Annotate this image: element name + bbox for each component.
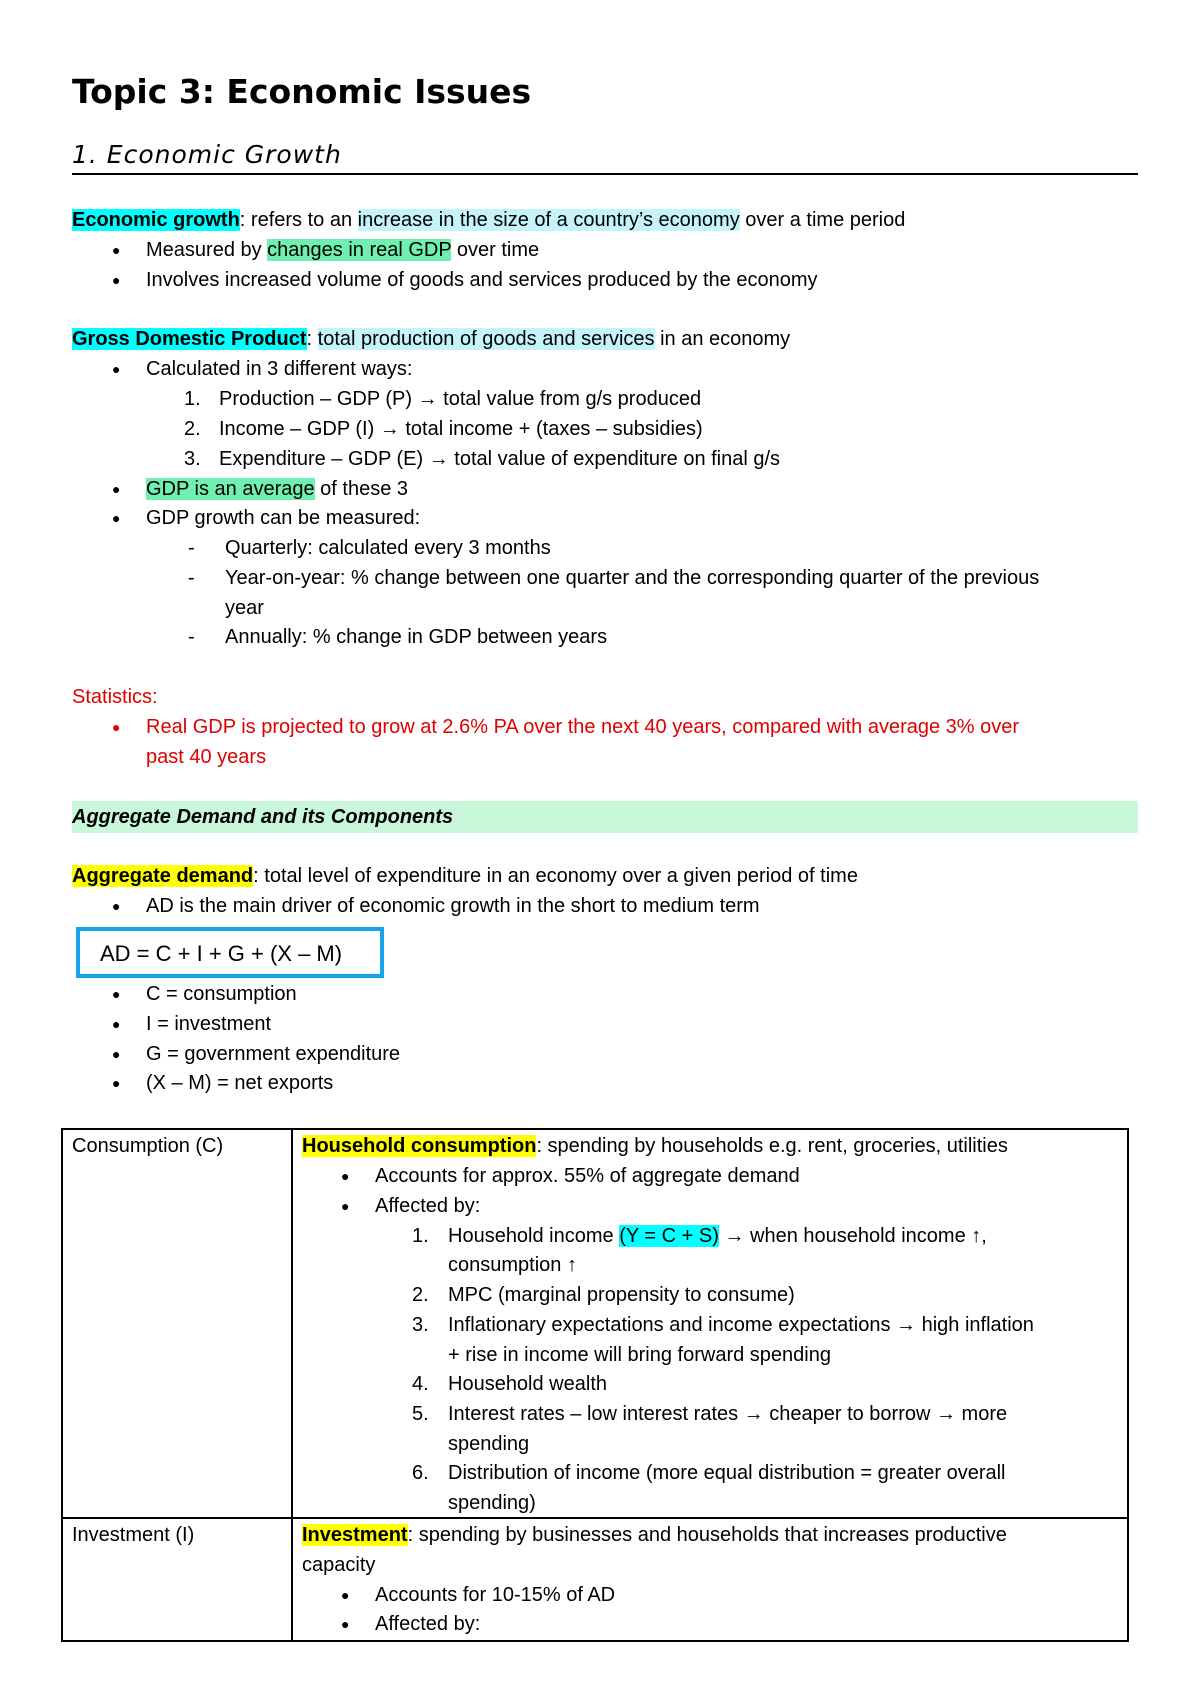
list-item: I = investment <box>146 1013 272 1035</box>
list-item: (X – M) = net exports <box>146 1072 334 1094</box>
list-item: Quarterly: calculated every 3 months <box>225 537 551 559</box>
list-item: Year-on-year: % change between one quarter and the corresponding quarter of the previous <box>225 567 1040 589</box>
bullet-icon: ● <box>112 272 121 288</box>
statistics-heading: Statistics: <box>72 686 158 708</box>
list-item: Household wealth <box>448 1373 607 1395</box>
dash-icon: - <box>188 567 195 589</box>
table-cell-definition: Investment: spending by businesses and households that increases productive <box>302 1524 1007 1546</box>
bullet-icon: ● <box>112 481 121 497</box>
ad-definition: Aggregate demand: total level of expenditure in an economy over a given period of time <box>72 865 858 887</box>
list-item-continued: spending) <box>448 1492 536 1514</box>
table-border-top <box>61 1128 1129 1130</box>
list-item: Affected by: <box>375 1195 481 1217</box>
def-highlight: total production of goods and services <box>317 328 655 350</box>
term-gdp: Gross Domestic Product <box>72 328 307 350</box>
list-item-continued: year <box>225 597 264 619</box>
list-item: Interest rates – low interest rates → cheaper to borrow → more <box>448 1403 1008 1425</box>
bullet-icon: ● <box>341 1616 350 1632</box>
table-row-label: Investment (I) <box>72 1524 195 1546</box>
dash-icon: - <box>188 626 195 648</box>
list-item: MPC (marginal propensity to consume) <box>448 1284 795 1306</box>
list-item-continued: + rise in income will bring forward spending <box>448 1344 831 1366</box>
bullet-icon: ● <box>112 242 121 258</box>
heading-rule <box>72 173 1138 175</box>
def-text: : refers to an <box>239 209 358 231</box>
list-number: 1. <box>412 1225 429 1247</box>
term-investment: Investment <box>302 1524 408 1546</box>
list-item: Distribution of income (more equal distribution = greater overall <box>448 1462 1006 1484</box>
list-number: 3. <box>184 448 201 470</box>
bullet-icon: ● <box>112 719 121 735</box>
list-item: Accounts for 10-15% of AD <box>375 1584 616 1606</box>
bullet-icon: ● <box>112 1075 121 1091</box>
page-title: Topic 3: Economic Issues <box>72 72 532 111</box>
bullet-icon: ● <box>341 1198 350 1214</box>
list-item: Affected by: <box>375 1613 481 1635</box>
list-number: 3. <box>412 1314 429 1336</box>
list-item: Expenditure – GDP (E) → total value of expenditure on final g/s <box>219 448 781 470</box>
table-border-left <box>61 1128 63 1642</box>
highlight-green: changes in real GDP <box>267 239 452 261</box>
bullet-icon: ● <box>112 898 121 914</box>
bullet-icon: ● <box>112 510 121 526</box>
bullet-icon: ● <box>341 1587 350 1603</box>
def-highlight: increase in the size of a country’s economy <box>357 209 740 231</box>
table-cell-definition: Household consumption: spending by households e.g. rent, groceries, utilities <box>302 1135 1008 1157</box>
list-item: G = government expenditure <box>146 1043 401 1065</box>
term-aggregate-demand: Aggregate demand <box>72 865 254 887</box>
bullet-icon: ● <box>112 361 121 377</box>
list-item: AD is the main driver of economic growth in the short to medium term <box>146 895 760 917</box>
bullet-icon: ● <box>112 1046 121 1062</box>
list-item: Production – GDP (P) → total value from g/s produced <box>219 388 702 410</box>
list-item: GDP is an average of these 3 <box>146 478 409 500</box>
highlight-cyan: (Y = C + S) <box>619 1225 719 1247</box>
formula-text: AD = C + I + G + (X – M) <box>100 941 343 966</box>
list-number: 2. <box>184 418 201 440</box>
ad-section-heading: Aggregate Demand and its Components <box>72 806 454 828</box>
def-text: over a time period <box>739 209 906 231</box>
table-border-bottom <box>61 1640 1129 1642</box>
list-item: Measured by changes in real GDP over time <box>146 239 540 261</box>
list-item: Calculated in 3 different ways: <box>146 358 413 380</box>
list-item: C = consumption <box>146 983 297 1005</box>
list-item: Inflationary expectations and income expectations → high inflation <box>448 1314 1034 1336</box>
term-household-consumption: Household consumption <box>302 1135 537 1157</box>
table-row-divider <box>61 1517 1129 1519</box>
list-number: 4. <box>412 1373 429 1395</box>
table-cell-continued: capacity <box>302 1554 376 1576</box>
formula-box <box>76 927 384 978</box>
highlight-green: GDP is an average <box>146 478 315 500</box>
list-item-continued: spending <box>448 1433 530 1455</box>
bullet-icon: ● <box>112 1016 121 1032</box>
bullet-icon: ● <box>341 1168 350 1184</box>
list-number: 6. <box>412 1462 429 1484</box>
list-number: 5. <box>412 1403 429 1425</box>
dash-icon: - <box>188 537 195 559</box>
statistics-item: Real GDP is projected to grow at 2.6% PA over the next 40 years, compared with average 3% over <box>146 716 1020 738</box>
list-item: Income – GDP (I) → total income + (taxes – subsidies) <box>219 418 703 440</box>
list-item-continued: consumption ↑ <box>448 1254 577 1276</box>
section-heading: 1. Economic Growth <box>72 140 342 169</box>
gdp-definition: Gross Domestic Product: total production of goods and services in an economy <box>72 328 791 350</box>
list-item: Annually: % change in GDP between years <box>225 626 608 648</box>
bullet-icon: ● <box>112 986 121 1002</box>
table-row-label: Consumption (C) <box>72 1135 224 1157</box>
term-economic-growth: Economic growth <box>72 209 240 231</box>
list-number: 1. <box>184 388 201 410</box>
list-item: Accounts for approx. 55% of aggregate demand <box>375 1165 800 1187</box>
list-item: Involves increased volume of goods and services produced by the economy <box>146 269 818 291</box>
table-column-divider <box>291 1128 293 1642</box>
statistics-item-continued: past 40 years <box>146 746 267 768</box>
list-item: GDP growth can be measured: <box>146 507 421 529</box>
list-number: 2. <box>412 1284 429 1306</box>
table-border-right <box>1127 1128 1129 1642</box>
list-item: Household income (Y = C + S) → when household income ↑, <box>448 1225 987 1247</box>
econ-growth-definition <box>72 206 905 234</box>
